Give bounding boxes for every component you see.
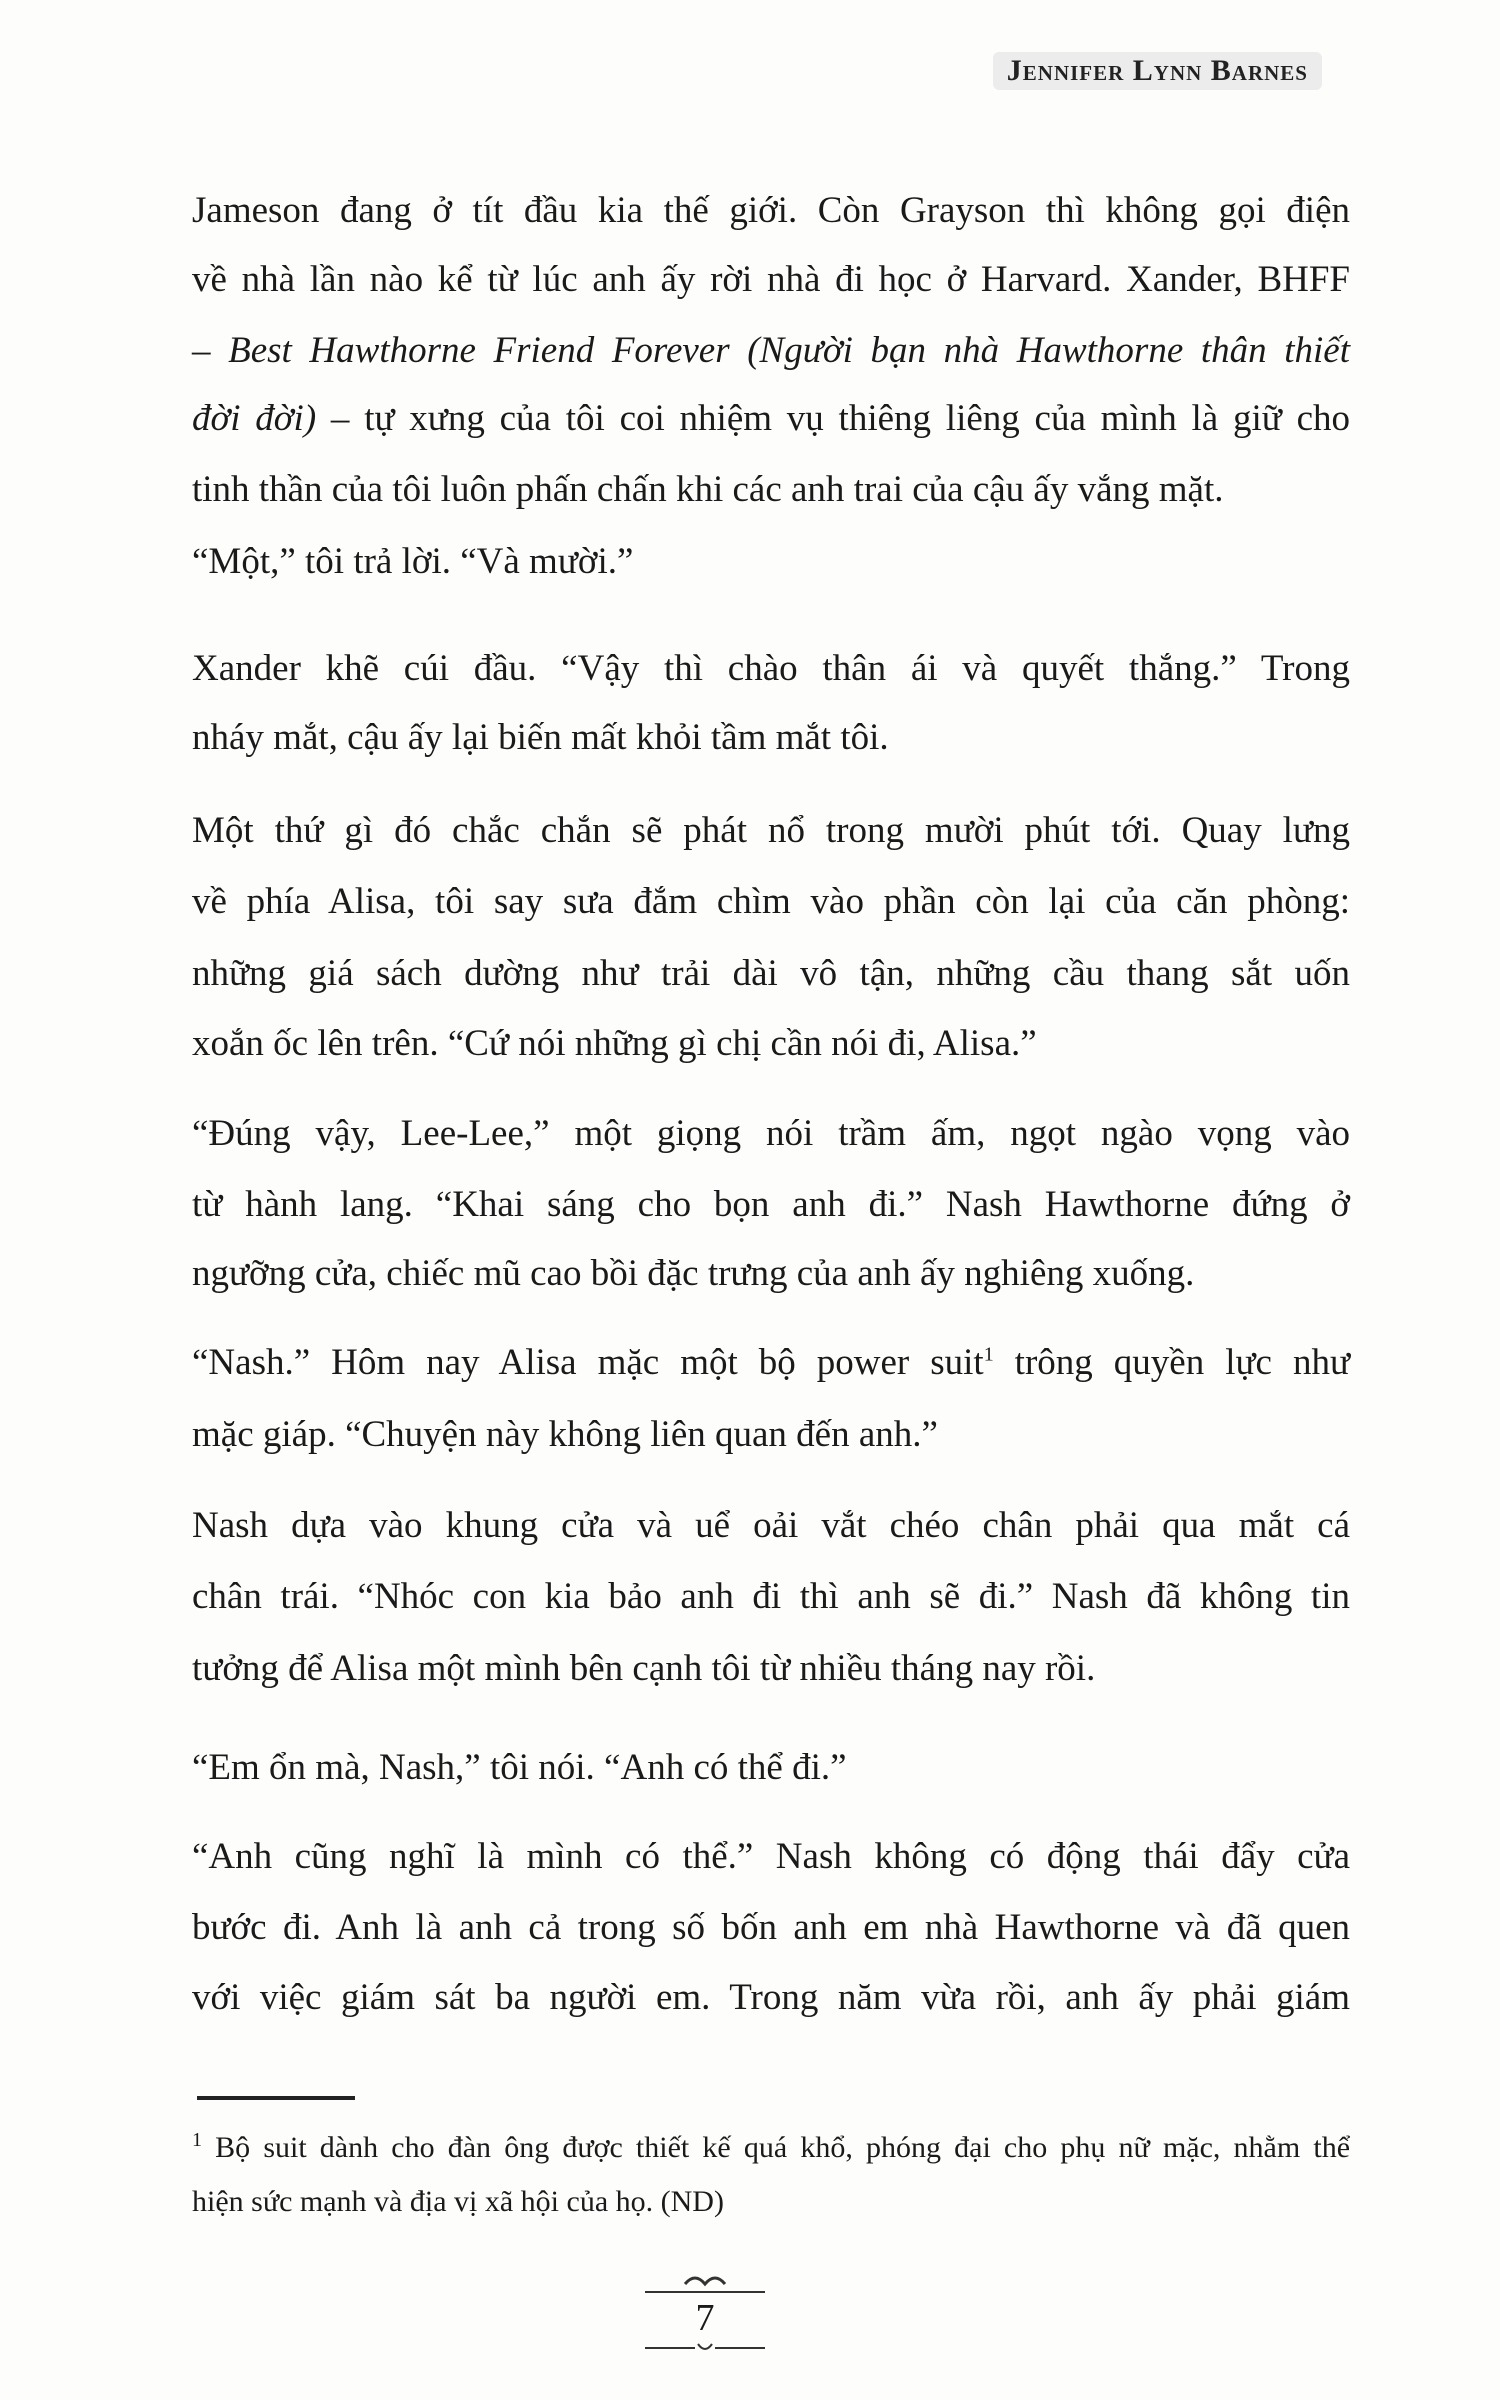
- text-line: [192, 527, 1350, 597]
- text-line: [192, 1099, 1350, 1169]
- text-segment: ngưỡng cửa, chiếc mũ cao bồi đặc trưng của anh ấy nghiêng xuống.: [192, 1253, 1195, 1294]
- text-segment: “Anh cũng nghĩ là mình có thể.” Nash không có động thái đẩy cửa: [192, 1836, 1350, 1877]
- text-line: [192, 316, 1350, 386]
- text-segment: tinh thần của tôi luôn phấn chấn khi các anh trai của cậu ấy vắng mặt.: [192, 469, 1224, 510]
- text-segment: “Nash.” Hôm nay Alisa mặc một bộ power suit: [192, 1342, 984, 1383]
- text-line: [192, 1963, 1350, 2033]
- text-line: [192, 1239, 1350, 1309]
- text-line: [192, 1733, 1350, 1803]
- text-line: [192, 245, 1350, 315]
- text-segment: về phía Alisa, tôi say sưa đắm chìm vào phần còn lại của căn phòng:: [192, 881, 1350, 922]
- ornament-top-icon: [640, 2270, 770, 2296]
- text-line: [192, 176, 1350, 246]
- text-segment: Nash dựa vào khung cửa và uể oải vắt chéo chân phải qua mắt cá: [192, 1505, 1350, 1546]
- footnote-line: [192, 2123, 1350, 2173]
- text-segment: “Em ổn mà, Nash,” tôi nói. “Anh có thể đi.”: [192, 1747, 847, 1788]
- text-segment: “Đúng vậy, Lee-Lee,” một giọng nói trầm ấm, ngọt ngào vọng vào: [192, 1113, 1350, 1154]
- text-segment: Một thứ gì đó chắc chắn sẽ phát nổ trong mười phút tới. Quay lưng: [192, 810, 1350, 851]
- text-segment: chân trái. “Nhóc con kia bảo anh đi thì anh sẽ đi.” Nash đã không tin: [192, 1576, 1350, 1617]
- page-number-block: [640, 2270, 770, 2356]
- footnote-divider: [197, 2096, 355, 2100]
- text-segment: –: [192, 330, 229, 371]
- ornament-bottom-icon: [640, 2340, 770, 2356]
- footnote-text: hiện sức mạnh và địa vị xã hội của họ. (ND): [192, 2185, 724, 2218]
- text-segment: xoắn ốc lên trên. “Cứ nói những gì chị cần nói đi, Alisa.”: [192, 1023, 1037, 1064]
- text-line: [192, 867, 1350, 937]
- text-segment: trông quyền lực như: [993, 1342, 1350, 1383]
- text-line: [192, 703, 1350, 773]
- text-segment: “Một,” tôi trả lời. “Và mười.”: [192, 541, 634, 582]
- text-line: [192, 1893, 1350, 1963]
- text-line: [192, 1491, 1350, 1561]
- text-segment: – tự xưng của tôi coi nhiệm vụ thiêng liêng của mình là giữ cho: [316, 398, 1351, 439]
- text-line: [192, 1400, 1350, 1470]
- text-line: [192, 796, 1350, 866]
- page-number: 7: [695, 2297, 715, 2339]
- text-segment: mặc giáp. “Chuyện này không liên quan đến anh.”: [192, 1414, 938, 1455]
- text-segment: những giá sách dường như trải dài vô tận, những cầu thang sắt uốn: [192, 953, 1350, 994]
- text-line: [192, 1328, 1350, 1398]
- running-header-author: Jennifer Lynn Barnes: [993, 52, 1322, 90]
- text-line: [192, 384, 1350, 454]
- text-segment: bước đi. Anh là anh cả trong số bốn anh em nhà Hawthorne và đã quen: [192, 1907, 1350, 1948]
- text-line: [192, 939, 1350, 1009]
- text-line: [192, 1562, 1350, 1632]
- footnote-line: [192, 2177, 1350, 2227]
- text-segment: từ hành lang. “Khai sáng cho bọn anh đi.” Nash Hawthorne đứng ở: [192, 1184, 1350, 1225]
- text-segment: Xander khẽ cúi đầu. “Vậy thì chào thân ái và quyết thắng.” Trong: [192, 648, 1350, 689]
- text-line: [192, 455, 1350, 525]
- text-line: [192, 1009, 1350, 1079]
- footnote-text: Bộ suit dành cho đàn ông được thiết kế quá khổ, phóng đại cho phụ nữ mặc, nhằm thể: [215, 2131, 1351, 2164]
- text-line: [192, 1170, 1350, 1240]
- footnote-reference: 1: [983, 1343, 994, 1366]
- text-segment: Jameson đang ở tít đầu kia thế giới. Còn Grayson thì không gọi điện: [192, 190, 1350, 231]
- footnote-marker: 1: [192, 2129, 202, 2151]
- text-line: [192, 1634, 1350, 1704]
- text-segment: về nhà lần nào kể từ lúc anh ấy rời nhà đi học ở Harvard. Xander, BHFF: [192, 259, 1350, 300]
- text-segment: đời đời): [192, 398, 317, 439]
- text-segment: với việc giám sát ba người em. Trong năm vừa rồi, anh ấy phải giám: [192, 1977, 1350, 2018]
- text-line: [192, 634, 1350, 704]
- text-segment: nháy mắt, cậu ấy lại biến mất khỏi tầm mắt tôi.: [192, 717, 889, 758]
- text-segment: tưởng để Alisa một mình bên cạnh tôi từ nhiều tháng nay rồi.: [192, 1648, 1096, 1689]
- text-segment: Best Hawthorne Friend Forever (Người bạn nhà Hawthorne thân thiết: [228, 330, 1350, 371]
- text-line: [192, 1822, 1350, 1892]
